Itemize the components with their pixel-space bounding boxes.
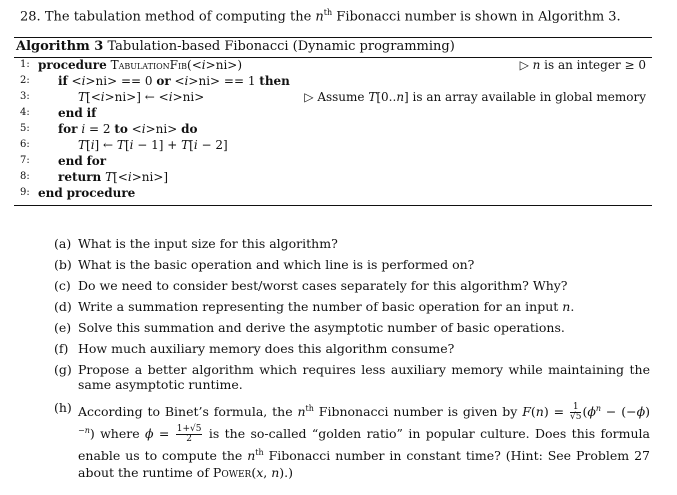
algorithm-top-rule (14, 37, 652, 38)
line-number: 3: (20, 91, 30, 102)
question-label: (c) (54, 278, 71, 293)
question-label: (a) (54, 236, 72, 251)
line-number: 7: (20, 155, 30, 166)
line-comment: ▷ n is an integer ≥ 0 (519, 58, 646, 72)
question-label: (e) (54, 320, 72, 335)
line-code: if <i>ni> == 0 or <i>ni> == 1 then (58, 74, 290, 88)
problem-number: 28. (20, 9, 41, 25)
problem-intro (20, 8, 621, 24)
question-text: What is the input size for this algorithm? (78, 236, 338, 251)
question-label: (b) (54, 257, 72, 272)
line-comment: ▷ Assume T[0..n] is an array available in global memory (304, 90, 646, 104)
intro-var: n (315, 9, 324, 25)
line-code: end for (58, 154, 107, 168)
algorithm-line (14, 74, 652, 90)
algorithm-line (14, 90, 652, 106)
line-code: T[i] ← T[i − 1] + T[i − 2] (78, 138, 228, 152)
question-text: How much auxiliary memory does this algorithm consume? (78, 341, 455, 356)
line-code: for i = 2 to <i>ni> do (58, 122, 198, 136)
algorithm-label: Algorithm 3 (16, 39, 104, 54)
intro-text-before: The tabulation method of computing the (44, 9, 316, 25)
algorithm-line (14, 154, 652, 170)
question-label: (g) (54, 362, 72, 377)
intro-sup: th (323, 8, 333, 17)
algorithm-line (14, 106, 652, 122)
line-number: 1: (20, 59, 30, 70)
line-code: return T[<i>ni>] (58, 170, 169, 184)
algorithm-line (14, 138, 652, 154)
question-text: Solve this summation and derive the asymptotic number of basic operations. (78, 320, 565, 335)
question-text: Propose a better algorithm which requires less auxiliary memory while maintaining the same asymptotic runtime. (78, 362, 650, 392)
line-number: 9: (20, 187, 30, 198)
line-code: end if (58, 106, 97, 120)
question-label: (h) (54, 400, 72, 415)
question-text: What is the basic operation and which line is is performed on? (78, 257, 475, 272)
algorithm-line (14, 122, 652, 138)
question-label: (d) (54, 299, 72, 314)
algorithm-line (14, 170, 652, 186)
algorithm-line (14, 58, 652, 74)
algorithm-title (16, 39, 455, 54)
line-code: T[<i>ni>] ← <i>ni> (78, 90, 205, 104)
question-label: (f) (54, 341, 69, 356)
question-text: Do we need to consider best/worst cases separately for this algorithm? Why? (78, 278, 568, 293)
algorithm-line (14, 186, 652, 202)
question-text: Write a summation representing the number of basic operation for an input n. (78, 299, 575, 314)
line-code: end procedure (38, 186, 136, 200)
algorithm-caption: Tabulation-based Fibonacci (Dynamic programming) (107, 39, 455, 54)
line-number: 2: (20, 75, 30, 86)
line-number: 8: (20, 171, 30, 182)
question-text: According to Binet’s formula, the $n^{th}$ Fibnonacci number is given by F(n) = $\frac{1}{√5}$ $(\phi^n - (-\phi)^{-n})$ where ϕ = $\frac{1+√5}{2}$ is the so-called “golden ratio” in popular culture. Does this formula enable us to compute the $n^{th}$ Fibonacci number in constant time? (Hint: See Problem 27 about the runtime of Power(x, n).) (78, 402, 651, 481)
intro-text-after: Fibonacci number is shown in Algorithm 3. (332, 9, 621, 25)
algorithm-bottom-rule (14, 205, 652, 206)
line-code: procedure TabulationFib(<i>ni>) (38, 58, 243, 72)
line-number: 5: (20, 123, 30, 134)
line-number: 4: (20, 107, 30, 118)
line-number: 6: (20, 139, 30, 150)
